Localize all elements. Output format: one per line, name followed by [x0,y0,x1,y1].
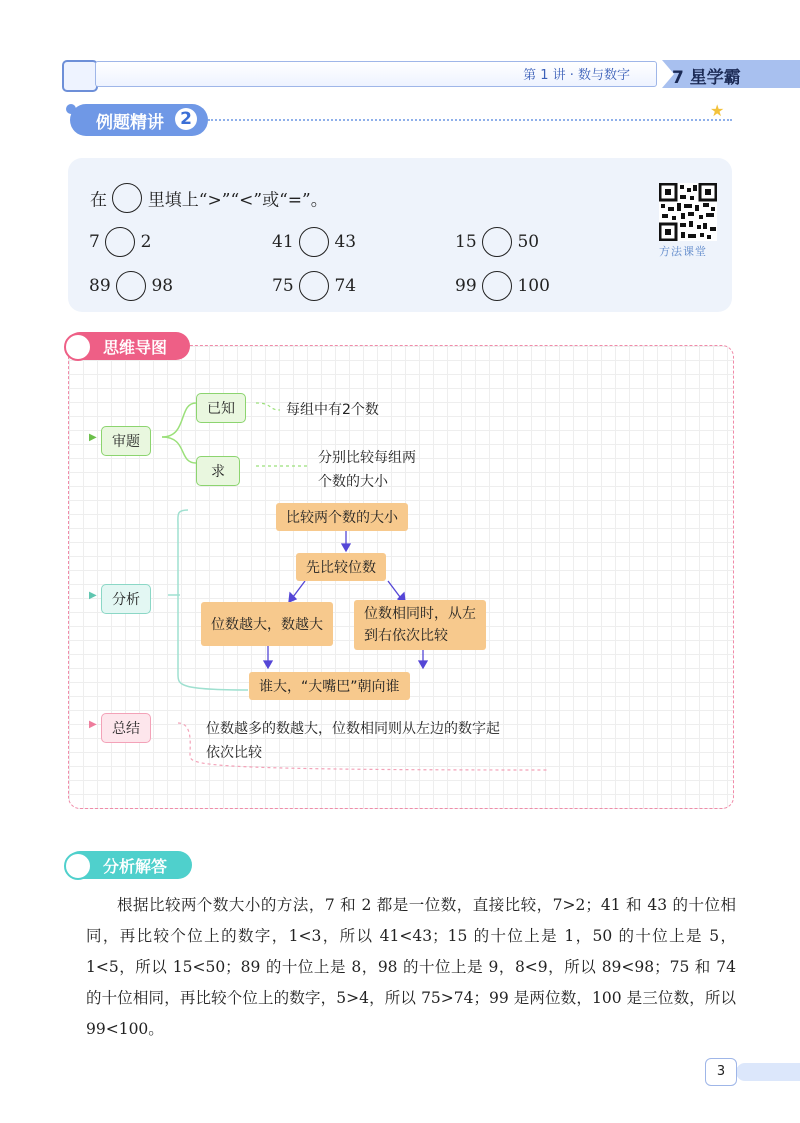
star-icon: ★ [710,101,725,120]
brand-name: 7 星学霸 [672,68,741,88]
item-left: 89 [89,276,111,296]
step-same-digits-line1: 位数相同时，从左 [364,606,476,622]
node-shenti: 审题 [101,426,151,456]
yizhi-text: 每组中有2个数 [286,402,379,418]
qr-code-icon[interactable] [659,183,717,241]
title-divider [208,119,732,121]
compare-item-2 [272,227,356,257]
compare-item-4 [89,271,173,301]
item-right: 43 [334,232,357,252]
step-more-digits: 位数越大，数越大 [201,602,333,646]
compare-item-5 [272,271,356,301]
question-instruction [90,183,328,213]
qiu-text-1: 分别比较每组两 [318,450,416,466]
analysis-title: 分析解答 [103,857,168,876]
chapter-logo-icon [62,60,98,92]
node-yizhi: 已知 [196,393,246,423]
item-left: 15 [455,232,477,252]
item-right: 2 [140,232,152,252]
step-digits: 先比较位数 [296,553,386,581]
zongjie-text-1: 位数越多的数越大，位数相同则从左边的数字起 [206,721,500,737]
item-right: 50 [517,232,540,252]
item-left: 99 [455,276,477,296]
answer-circle[interactable] [482,227,512,257]
item-right: 74 [334,276,357,296]
item-left: 7 [89,232,100,252]
page-number: 3 [705,1058,737,1086]
arrow-right-icon: ▶ [89,432,97,443]
compare-item-1 [89,227,151,257]
answer-circle[interactable] [299,227,329,257]
step-same-digits [354,600,486,650]
chapter-title: 第 1 讲 · 数与数字 [523,68,630,83]
item-left: 75 [272,276,294,296]
qiu-text-2: 个数的大小 [318,474,388,490]
analysis-body: 根据比较两个数大小的方法，7 和 2 都是一位数，直接比较，7>2；41 和 43 的十位相同，再比较个位上的数字，1<3，所以 41<43；15 的十位上是 1，50 的十位上是 5，1<5，所以 15<50；89 的十位上是 8，98 的十位上是 9，8<9，所以 89<98；75 和 74 的十位相同，再比较个位上的数字，5>4，所以 75>74；99 是两位数，100 是三位数，所以 99<100。 [86,896,736,1038]
lightbulb-icon [64,852,92,880]
instruction-prefix: 在 [90,190,107,211]
compare-item-6 [455,271,550,301]
step-big-mouth: 谁大，“大嘴巴”朝向谁 [249,672,410,700]
arrow-right-icon: ▶ [89,590,97,601]
example-number: 2 [175,108,197,130]
page-tab [736,1063,800,1081]
instruction-suffix: 里填上“>”“<”或“=”。 [147,190,328,211]
answer-circle-icon [112,183,142,213]
node-qiu: 求 [196,456,240,486]
item-left: 41 [272,232,294,252]
step-same-digits-line2: 到右依次比较 [364,628,448,644]
arrow-right-icon: ▶ [89,719,97,730]
qr-label: 方法课堂 [659,245,707,258]
node-fenxi: 分析 [101,584,151,614]
zongjie-text-2: 依次比较 [206,745,262,761]
answer-circle[interactable] [482,271,512,301]
mindmap-title: 思维导图 [103,338,168,357]
compare-item-3 [455,227,539,257]
example-title: 例题精讲 [96,113,164,133]
step-compare: 比较两个数的大小 [276,503,408,531]
answer-circle[interactable] [105,227,135,257]
answer-circle[interactable] [299,271,329,301]
answer-circle[interactable] [116,271,146,301]
item-right: 100 [517,276,550,296]
item-right: 98 [151,276,174,296]
node-zongjie: 总结 [101,713,151,743]
